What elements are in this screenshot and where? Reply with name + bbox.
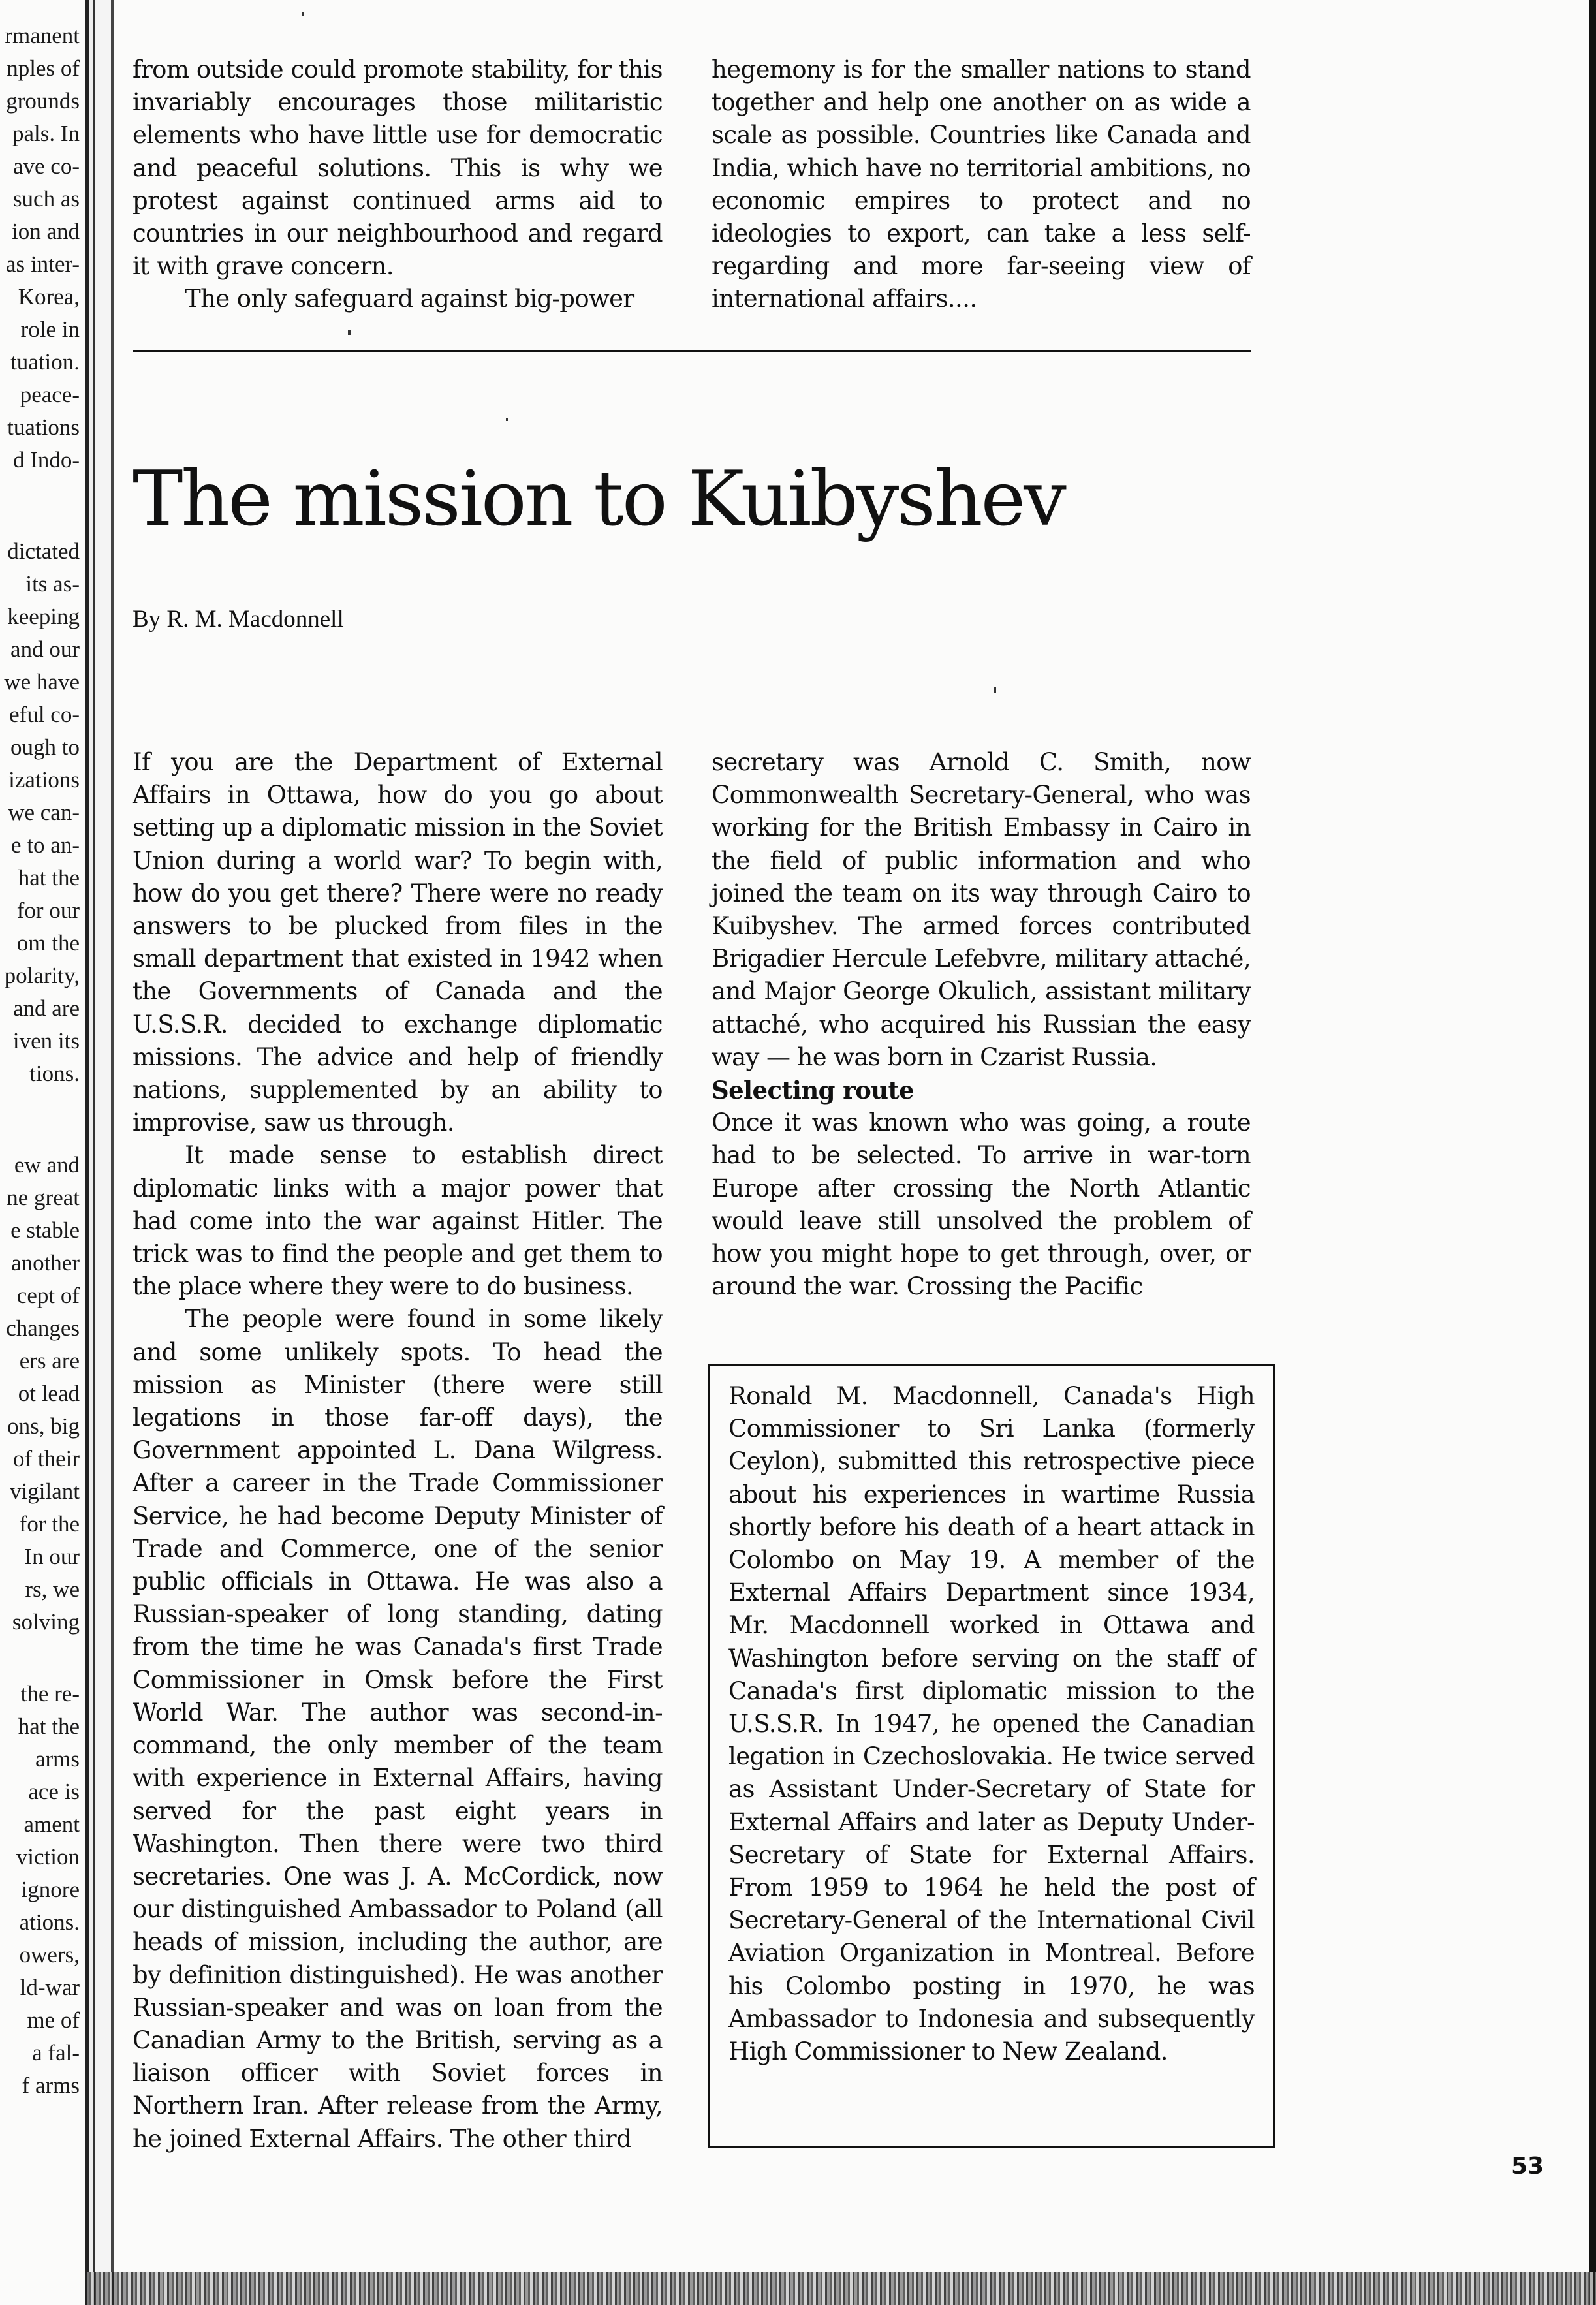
paragraph: hegemony is for the smaller nations to stand together and help one another on as wide a scale as possible. Countries like Canada and India, which have no territorial ambitions, no economic empires to protect and no ideologies to export, can take a less self-regarding and more far-seeing view of international affairs.... <box>712 55 1251 313</box>
paragraph: If you are the Department of External Affairs in Ottawa, how do you go about setting up a diplomatic mission in the Soviet Union during a world war? To begin with, how do you get there? There were no ready answers to be plucked from files in the small department that existed in 1942 when the Governments of Canada and the U.S.S.R. decided to exchange diplomatic missions. The advice and help of friendly nations, supplemented by an ability to improvise, saw us through. <box>133 748 663 1137</box>
fragment-line: ave co- <box>12 153 80 179</box>
author-bio-text: Ronald M. Macdonnell, Canada's High Commissioner to Sri Lanka (formerly Ceylon), submitted this retrospective piece about his experiences in wartime Russia shortly before his death of a heart attack in Colombo on May 19. A member of the External Affairs Department since 1934, Mr. Macdonnell worked in Ottawa and Washington before serving on the staff of Canada's first diplomatic mission to the U.S.S.R. In 1947, he opened the Canadian legation in Czechoslovakia. He twice served as Assistant Under-Secretary of State for External Affairs and later as Deputy Under-Secretary of State for External Affairs. From 1959 to 1964 he held the post of Secretary-General of the International Civil Aviation Organization in Montreal. Before his Colombo posting in 1970, he was Ambassador to Indonesia and subsequently High Commissioner to New Zealand. <box>728 1382 1255 2066</box>
fragment-line: dictated <box>7 539 80 564</box>
scan-speck <box>994 687 996 693</box>
fragment-line: grounds <box>6 88 80 114</box>
fragment-line: as inter- <box>6 251 80 277</box>
fragment-line: another <box>11 1250 80 1276</box>
section-divider <box>133 350 1251 352</box>
right-border <box>1589 0 1596 2305</box>
adjacent-page-fragment <box>0 20 84 2174</box>
paragraph: It made sense to establish direct diplomatic links with a major power that had come into the war against Hitler. The trick was to find the people and get them to the place where they were to do business. <box>133 1141 663 1301</box>
fragment-line: vigilant <box>10 1479 80 1504</box>
fragment-line: tions. <box>29 1061 80 1086</box>
fragment-line: changes <box>6 1315 80 1341</box>
section-subhead: Selecting route <box>712 1076 914 1105</box>
paragraph: Once it was known who was going, a route had to be selected. To arrive in war-torn Europe after crossing the North Atlantic would leave still unsolved the problem of how you might hope to get through, over, or around the war. Crossing the Pacific <box>712 1108 1251 1301</box>
fragment-line: rs, we <box>25 1576 80 1602</box>
fragment-line: me of <box>27 2007 80 2033</box>
fragment-line: hat the <box>18 1714 80 1739</box>
article-column-2 <box>712 746 1251 1303</box>
fragment-line: ot lead <box>18 1381 80 1406</box>
fragment-line: nples of <box>7 55 80 81</box>
fragment-line: role in <box>20 317 80 342</box>
fragment-line: for the <box>19 1511 80 1537</box>
paragraph: from outside could promote stability, for this invariably encourages those militaristic elements who have little use for democratic and peaceful solutions. This is why we protest against continued arms aid to countries in our neighbourhood and regard it with grave concern. <box>133 55 663 281</box>
fragment-line: rmanent <box>5 23 80 48</box>
fragment-line: In our <box>24 1544 80 1569</box>
fragment-line: hat the <box>18 865 80 890</box>
fragment-line: ignore <box>21 1877 80 1902</box>
fragment-line: we have <box>4 669 80 695</box>
fragment-line: ld-war <box>20 1975 80 2000</box>
fragment-line: f arms <box>22 2073 80 2098</box>
bottom-scan-shadow <box>85 2272 1596 2305</box>
paragraph: secretary was Arnold C. Smith, now Commonwealth Secretary-General, who was working for the British Embassy in Cairo in the field of public information and who joined the team on its way through Cairo to Kuibyshev. The armed forces contributed Brigadier Hercule Lefebvre, military attaché, and Major George Okulich, assistant military attaché, who acquired his Russian the easy way — he was born in Czarist Russia. <box>712 748 1251 1071</box>
fragment-line: its as- <box>25 571 80 597</box>
fragment-line: we can- <box>8 800 80 825</box>
scan-speck <box>302 12 304 16</box>
fragment-line: ion and <box>11 219 80 244</box>
fragment-line: pals. In <box>12 121 80 146</box>
fragment-line: for our <box>16 898 80 923</box>
fragment-block-2 <box>0 535 84 1090</box>
fragment-line: ne great <box>7 1185 80 1210</box>
fragment-block-4 <box>0 1678 84 2102</box>
fragment-line: and are <box>12 996 80 1021</box>
preceding-article-column-2 <box>712 54 1251 316</box>
fragment-line: d Indo- <box>12 447 80 473</box>
fragment-line: ew and <box>14 1152 80 1178</box>
fragment-line: owers, <box>19 1942 80 1968</box>
preceding-article-column-1 <box>133 54 663 316</box>
fragment-line: ough to <box>10 734 80 760</box>
fragment-line: solving <box>12 1609 80 1635</box>
fragment-line: peace- <box>20 382 80 407</box>
fragment-line: e to an- <box>11 832 80 858</box>
fragment-block-1 <box>0 20 84 477</box>
fragment-line: ament <box>23 1811 80 1837</box>
byline: By R. M. Macdonnell <box>133 606 344 633</box>
fragment-line: such as <box>12 186 80 212</box>
fragment-line: tuation. <box>10 349 80 375</box>
fragment-line: polarity, <box>4 963 80 988</box>
page-number: 53 <box>1511 2153 1544 2180</box>
fragment-line: iven its <box>12 1028 80 1054</box>
fragment-line: arms <box>35 1746 80 1772</box>
binding-edge <box>85 0 123 2305</box>
fragment-line: eful co- <box>9 702 80 727</box>
article-column-1 <box>133 746 663 2156</box>
author-bio-box <box>708 1364 1275 2148</box>
fragment-line: cept of <box>16 1283 80 1308</box>
fragment-line: and our <box>10 636 80 662</box>
scan-speck <box>506 418 508 421</box>
fragment-line: keeping <box>7 604 80 629</box>
fragment-line: ace is <box>28 1779 80 1804</box>
article-title: The mission to Kuibyshev <box>133 455 1065 543</box>
fragment-line: ers are <box>19 1348 80 1373</box>
fragment-line: e stable <box>10 1217 80 1243</box>
fragment-line: viction <box>16 1844 80 1870</box>
fragment-line: izations <box>8 767 80 792</box>
fragment-line: om the <box>16 930 80 956</box>
fragment-line: a fal- <box>32 2040 80 2065</box>
paragraph: The people were found in some likely and some unlikely spots. To head the mission as Minister (there were still legations in those far-off days), the Government appointed L. Dana Wilgress. After a career in the Trade Commissioner Service, he had become Deputy Minister of Trade and Commerce, one of the senior public officials in Ottawa. He was also a Russian-speaker of long standing, dating from the time he was Canada's first Trade Commissioner in Omsk before the First World War. The author was second-in-command, the only member of the team with experience in External Affairs, having served for the past eight years in Washington. Then there were two third secretaries. One was J. A. McCordick, now our distinguished Ambassador to Poland (all heads of mission, including the author, are by definition distinguished). He was another Russian-speaker and was on loan from the Canadian Army to the British, serving as a liaison officer with Soviet forces in Northern Iran. After release from the Army, he joined External Affairs. The other third <box>133 1305 663 2153</box>
fragment-line: the re- <box>20 1681 80 1706</box>
fragment-line: tuations <box>7 415 80 440</box>
fragment-line: Korea, <box>18 284 80 309</box>
scan-speck <box>348 330 351 335</box>
fragment-line: ons, big <box>7 1413 80 1439</box>
fragment-line: of their <box>12 1446 80 1471</box>
fragment-line: ations. <box>19 1909 80 1935</box>
fragment-block-3 <box>0 1149 84 1639</box>
paragraph: The only safeguard against big-power <box>185 285 634 313</box>
